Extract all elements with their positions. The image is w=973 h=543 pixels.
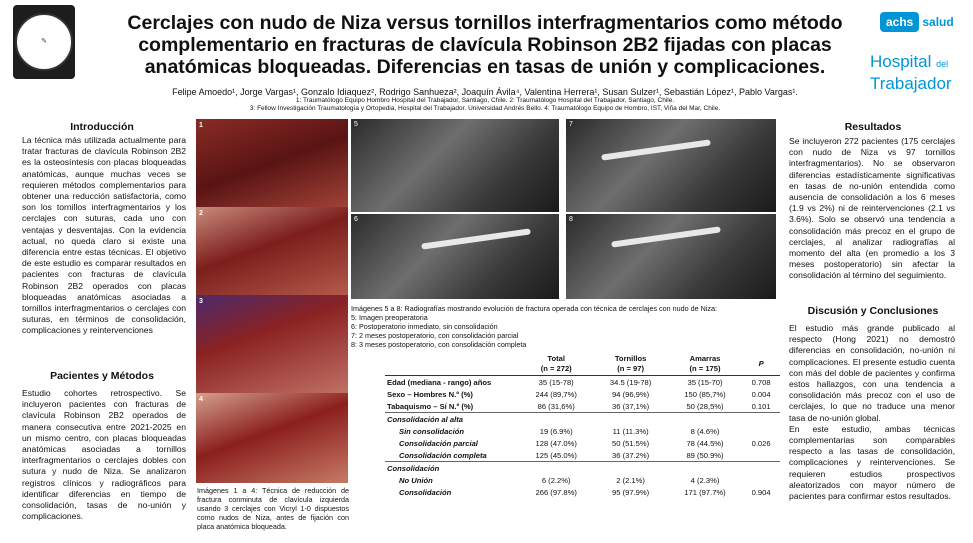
table-header-row bbox=[385, 352, 780, 376]
results-title: Resultados bbox=[844, 121, 902, 133]
methods-text: Estudio cohortes retrospectivo. Se incluyeron pacientes con fracturas de clavícula Robinson 2B2 operados de manera consecutiva entre 2021-2025 en un mismo centro, con placas bloqueadas anatómicas asociadas a tornillos interfragmentarios o cerclajes dobles con sutura y nudo de Niza. Se analizaron registros clínicos y radiográficos para identificar diferencias en tiempo de consolidación, tasas de no-unión y complicaciones. bbox=[22, 388, 186, 522]
achs-salud: salud bbox=[922, 15, 954, 29]
table-row: Edad (mediana - rango) años 35 (15-78) 34.5 (19-78) 35 (15-70) 0.708 bbox=[387, 377, 771, 387]
photo-number: 4 bbox=[199, 396, 203, 403]
col-total: Total (n = 272) bbox=[519, 352, 593, 376]
intro-title: Introducción bbox=[70, 121, 134, 133]
xrays-caption-item: 5: Imagen preoperatoria bbox=[351, 313, 428, 322]
affiliations bbox=[95, 97, 875, 113]
authors-line: Felipe Amoedo¹, Jorge Vargas¹, Gonzalo Idiaquez², Rodrigo Sanhueza², Joaquín Ávila⁴, Valentina Herrera¹, Susan Sulzer¹, Sebastián López¹, Pablo Vargas¹. bbox=[172, 87, 798, 97]
xray-5 bbox=[351, 119, 559, 212]
row-label: Tabaquismo – Sí N.º (%) bbox=[387, 401, 474, 411]
table-row: Tabaquismo – Sí N.º (%) 86 (31,6%) 36 (37,1%) 50 (28,5%) 0.101 bbox=[387, 401, 771, 411]
row-label: Consolidación parcial bbox=[399, 438, 478, 448]
xrays-caption bbox=[351, 304, 771, 349]
poster-title: Cerclajes con nudo de Niza versus tornillos interfragmentarios como método complementario en fracturas de clavícula Robinson 2B2 fijadas con placas anatómicas bloqueadas. Diferencias en tasas de unión y complicaciones. bbox=[127, 12, 843, 78]
surgical-photo-3 bbox=[196, 295, 348, 393]
xrays-caption-title: Imágenes 5 a 8: Radiografías mostrando evolución de fractura operada con técnica de cerclajes con nudo de Niza: bbox=[351, 304, 717, 313]
xrays-caption-item: 6: Postoperatorio inmediato, sin consolidación bbox=[351, 322, 498, 331]
photo-number: 1 bbox=[199, 122, 203, 129]
photo-number: 3 bbox=[199, 298, 203, 305]
row-label: Consolidación bbox=[385, 462, 519, 475]
table-row: Sexo – Hombres N.º (%) 244 (89,7%) 94 (96,9%) 150 (85,7%) 0.004 bbox=[387, 389, 771, 399]
affiliation-line: 1: Traumatólogo Equipo Hombro Hospital del Trabajador, Santiago, Chile. 2: Traumatólogo Hospital del Trabajador, Santiago, Chile. bbox=[295, 97, 675, 104]
table-row: Sin consolidación 19 (6.9%) 11 (11.3%) 8 (4.6%) bbox=[385, 425, 780, 437]
xray-number: 8 bbox=[569, 216, 573, 223]
table-row: Consolidación 266 (97.8%) 95 (97.9%) 171 (97.7%) 0.904 bbox=[385, 486, 780, 498]
achs-logo bbox=[880, 12, 954, 34]
seal-arm-icon: ✎ bbox=[41, 38, 47, 45]
table-row: Consolidación completa 125 (45.0%) 36 (37.2%) 89 (50.9%) bbox=[385, 449, 780, 462]
col-p: P bbox=[742, 352, 780, 376]
surgical-photo-1 bbox=[196, 119, 348, 207]
row-label: Sexo – Hombres N.º (%) bbox=[387, 389, 473, 399]
surgical-photo-4 bbox=[196, 393, 348, 483]
row-label: Consolidación al alta bbox=[385, 413, 519, 426]
row-label: Sin consolidación bbox=[399, 426, 464, 436]
xray-7 bbox=[566, 119, 776, 212]
methods-title: Pacientes y Métodos bbox=[50, 370, 154, 382]
society-logo bbox=[13, 5, 75, 79]
discussion-text bbox=[789, 323, 955, 502]
hospital-word: Hospital bbox=[870, 52, 932, 71]
photos-caption: Imágenes 1 a 4: Técnica de reducción de fractura conminuta de clavícula izquierda usando 3 cerclajes con Vicryl 1-0 dispuestos como nudos de Niza, antes de fijación con placa anatómica bloqueada. bbox=[197, 486, 349, 531]
plate-shape bbox=[421, 228, 531, 249]
plate-shape bbox=[601, 139, 711, 160]
results-table bbox=[385, 352, 780, 498]
results-text: Se incluyeron 272 pacientes (175 cerclajes con nudo de Niza vs 97 tornillos interfragmentarios). No se observaron diferencias estadísticamente significativas en tasas de no-unión entendida como ausencia de consolidación a los 6 meses (1.9 vs 2%) ni de reintervenciones (2.1 vs 3.6%). Solo se observó una tendencia a consolidación más precoz en el grupo de cerclajes, al analizar radiografías al momento del alta (en promedio a los 3 meses postoperatorio) sin afectar la consolidación al término del seguimiento. bbox=[789, 136, 955, 281]
col-tornillos: Tornillos (n = 97) bbox=[593, 352, 667, 376]
col-amarras: Amarras (n = 175) bbox=[668, 352, 742, 376]
row-label: Edad (mediana - rango) años bbox=[387, 377, 492, 387]
discussion-title: Discusión y Conclusiones bbox=[807, 305, 939, 317]
trabajador-word: Trabajador bbox=[870, 74, 952, 93]
xray-number: 5 bbox=[354, 121, 358, 128]
intro-text: La técnica más utilizada actualmente para tratar fracturas de clavícula Robinson 2B2 es la osteosíntesis con placas bloqueadas anatómicas, aunque muchas veces se requieren métodos complementarios para obtener una reducción satisfactoria, como son los tornillos interfragmentarios y los cerclajes con suturas, cada uno con ventajas y desventajas. Con la evidencia actual, no queda claro si existe una diferencia entre estas técnicas. El objetivo de este estudio es comparar resultados en pacientes con fracturas de clavícula Robinson 2B2 operados con placas bloqueadas anatómicas asociadas a tornillos interfragmentarios o cerclajes con suturas, en términos de consolidación, complicaciones y reintervenciones bbox=[22, 135, 186, 336]
table-row: No Unión 6 (2.2%) 2 (2.1%) 4 (2.3%) bbox=[385, 474, 780, 486]
xray-8 bbox=[566, 214, 776, 299]
society-seal bbox=[15, 13, 73, 71]
row-label: Consolidación bbox=[399, 487, 452, 497]
xrays-caption-item: 7: 2 meses postoperatorio, con consolidación parcial bbox=[351, 331, 519, 340]
xray-number: 6 bbox=[354, 216, 358, 223]
xrays-caption-item: 8: 3 meses postoperatorio, con consolidación completa bbox=[351, 340, 527, 349]
plate-shape bbox=[611, 226, 721, 247]
discussion-paragraph: El estudio más grande publicado al respecto (Hong 2021) no demostró diferencias en consolidación, no-unión ni complicaciones. El presente estudio cuenta con más del doble de pacientes y confirma estos hallazgos, con una tendencia a consolidación más precoz con el uso de cerclajes, lo que no traduce una menor tasa de no-unión global. bbox=[789, 323, 955, 423]
table-row bbox=[385, 462, 780, 475]
hospital-logo bbox=[870, 52, 952, 93]
discussion-paragraph: En este estudio, ambas técnicas complementarias son comparables respecto a las tasas de consolidación, complicaciones y reintervenciones. Se requieren estudios prospectivos aleatorizados con mayor número de pacientes para confirmar estos resultados. bbox=[789, 423, 955, 502]
xray-6 bbox=[351, 214, 559, 299]
xray-number: 7 bbox=[569, 121, 573, 128]
table-row: Consolidación parcial 128 (47.0%) 50 (51.5%) 78 (44.5%) 0.026 bbox=[385, 437, 780, 449]
table-row bbox=[385, 413, 780, 426]
surgical-photo-2 bbox=[196, 207, 348, 295]
achs-badge: achs bbox=[880, 12, 919, 32]
row-label: No Unión bbox=[399, 475, 433, 485]
photo-number: 2 bbox=[199, 210, 203, 217]
row-label: Consolidación completa bbox=[399, 450, 487, 460]
hospital-del: del bbox=[936, 59, 949, 69]
affiliation-line: 3: Fellow Investigación Traumatología y Ortopedia, Hospital del Trabajador. Universidad Andrés Bello. 4: Traumatólogo Equipo de Hombro, IST, Viña del Mar, Chile. bbox=[249, 105, 721, 112]
